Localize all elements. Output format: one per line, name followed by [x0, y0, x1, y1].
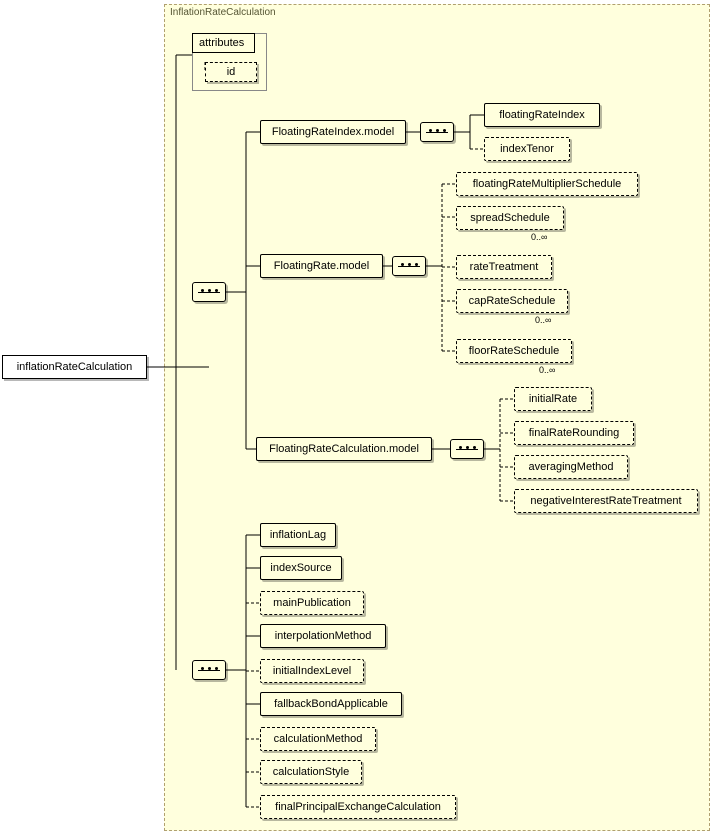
element-averaging-method-label: averagingMethod — [528, 461, 614, 473]
element-inflation-lag-label: inflationLag — [269, 529, 327, 541]
root-element-inflation-rate-calculation[interactable] — [2, 355, 147, 379]
sequence-connector-floating-rate[interactable] — [392, 256, 426, 276]
element-rate-treatment[interactable] — [456, 255, 552, 279]
model-floating-rate[interactable] — [260, 254, 383, 278]
element-calculation-method-label: calculationMethod — [273, 733, 363, 745]
element-spread-schedule-label: spreadSchedule — [470, 212, 550, 224]
element-rate-treatment-label: rateTreatment — [469, 261, 539, 273]
element-main-publication-label: mainPublication — [273, 597, 351, 609]
element-floor-rate-schedule-label: floorRateSchedule — [468, 345, 560, 357]
attribute-id-label: id — [226, 66, 236, 78]
sequence-connector-icon — [198, 288, 220, 296]
element-floor-rate-schedule[interactable] — [456, 339, 572, 363]
element-initial-rate[interactable] — [514, 387, 592, 411]
sequence-connector-icon — [398, 262, 420, 270]
cardinality-floor-rate-schedule: 0..∞ — [539, 365, 556, 375]
element-averaging-method[interactable] — [514, 455, 628, 479]
element-final-principal-exchange-calculation-label: finalPrincipalExchangeCalculation — [275, 801, 441, 813]
attributes-header — [192, 33, 255, 53]
attributes-label: attributes — [199, 37, 245, 49]
element-initial-index-level-label: initialIndexLevel — [272, 665, 352, 677]
element-calculation-style-label: calculationStyle — [272, 766, 350, 778]
sequence-connector-icon — [456, 445, 478, 453]
cardinality-cap-rate-schedule: 0..∞ — [535, 315, 552, 325]
element-index-source-label: indexSource — [270, 562, 332, 574]
model-floating-rate-calculation[interactable] — [256, 437, 432, 461]
attribute-id[interactable] — [205, 62, 257, 82]
element-final-rate-rounding[interactable] — [514, 421, 634, 445]
element-initial-index-level[interactable] — [260, 659, 364, 683]
element-index-tenor-label: indexTenor — [500, 143, 554, 155]
element-final-rate-rounding-label: finalRateRounding — [528, 427, 620, 439]
root-label: inflationRateCalculation — [16, 361, 133, 373]
sequence-connector-bottom[interactable] — [192, 660, 226, 680]
element-spread-schedule[interactable] — [456, 206, 564, 230]
sequence-connector-main[interactable] — [192, 282, 226, 302]
element-floating-rate-index-label: floatingRateIndex — [499, 109, 585, 121]
element-floating-rate-multiplier-schedule[interactable] — [456, 172, 638, 196]
element-negative-interest-rate-treatment[interactable] — [514, 489, 698, 513]
element-index-source[interactable] — [260, 556, 342, 580]
element-main-publication[interactable] — [260, 591, 364, 615]
model-floating-rate-index[interactable] — [260, 120, 406, 144]
element-inflation-lag[interactable] — [260, 523, 336, 547]
element-fallback-bond-applicable[interactable] — [260, 692, 402, 716]
cardinality-spread-schedule: 0..∞ — [531, 232, 548, 242]
sequence-connector-floating-rate-index[interactable] — [420, 122, 454, 142]
element-fallback-bond-applicable-label: fallbackBondApplicable — [274, 698, 388, 710]
sequence-connector-icon — [198, 666, 220, 674]
element-calculation-method[interactable] — [260, 727, 376, 751]
element-index-tenor[interactable] — [484, 137, 570, 161]
element-cap-rate-schedule[interactable] — [456, 289, 568, 313]
model-floating-rate-label: FloatingRate.model — [273, 260, 370, 272]
element-cap-rate-schedule-label: capRateSchedule — [468, 295, 556, 307]
element-interpolation-method[interactable] — [260, 624, 386, 648]
element-final-principal-exchange-calculation[interactable] — [260, 795, 456, 819]
element-interpolation-method-label: interpolationMethod — [274, 630, 372, 642]
element-negative-interest-rate-treatment-label: negativeInterestRateTreatment — [530, 495, 682, 507]
element-floating-rate-multiplier-schedule-label: floatingRateMultiplierSchedule — [472, 178, 622, 190]
sequence-connector-floating-rate-calculation[interactable] — [450, 439, 484, 459]
element-floating-rate-index[interactable] — [484, 103, 600, 127]
container-title: InflationRateCalculation — [170, 7, 276, 18]
model-floating-rate-calculation-label: FloatingRateCalculation.model — [269, 443, 419, 455]
element-calculation-style[interactable] — [260, 760, 362, 784]
model-floating-rate-index-label: FloatingRateIndex.model — [271, 126, 395, 138]
sequence-connector-icon — [426, 128, 448, 136]
element-initial-rate-label: initialRate — [528, 393, 578, 405]
